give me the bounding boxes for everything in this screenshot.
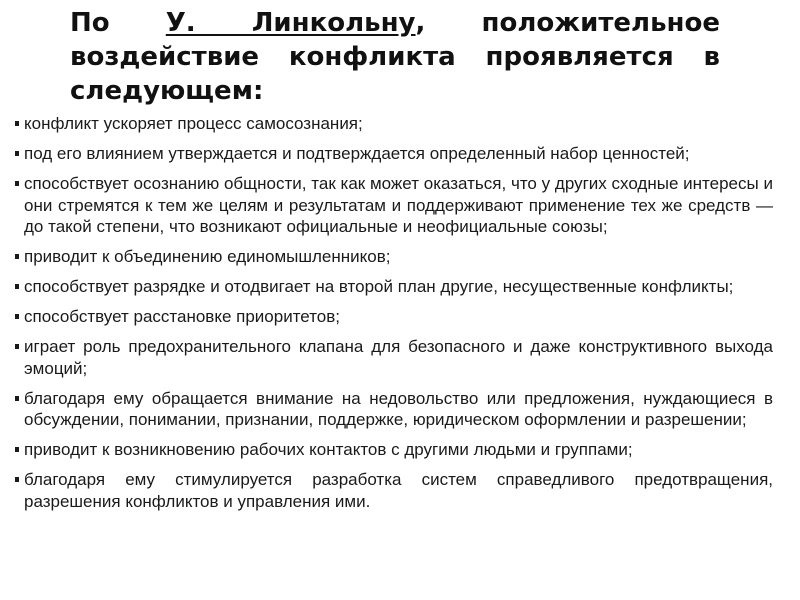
title-author-link: У. Линкольну — [165, 8, 416, 38]
list-item — [15, 143, 773, 165]
bullet-marker-icon — [15, 121, 19, 126]
list-item-text: под его влиянием утверждается и подтверждается определенный набор ценностей; — [24, 144, 690, 163]
list-item-text: способствует разрядке и отодвигает на второй план другие, несущественные конфликты; — [24, 277, 734, 296]
list-item — [15, 388, 773, 431]
list-item — [15, 336, 773, 379]
bullet-marker-icon — [15, 181, 19, 186]
list-item-text: способствует расстановке приоритетов; — [24, 307, 340, 326]
list-item-text: играет роль предохранительного клапана для безопасного и даже конструктивного выхода эмоций; — [24, 337, 773, 378]
list-item-text: способствует осознанию общности, так как может оказаться, что у других сходные интересы и они стремятся к тем же целям и результатам и поддерживают применение тех же средств — до такой степени, что возникают официальные и неофициальные союзы; — [24, 174, 773, 236]
list-item — [15, 246, 773, 268]
list-item-text: приводит к возникновению рабочих контактов с другими людьми и группами; — [24, 440, 633, 459]
bullet-marker-icon — [15, 477, 19, 482]
title-rest: , положительное воздействие конфликта проявляется в следующем: — [70, 8, 720, 106]
bullet-marker-icon — [15, 151, 19, 156]
list-item-text: благодаря ему обращается внимание на недовольство или предложения, нуждающиеся в обсуждении, понимании, признании, поддержке, юридическом оформлении и разрешении; — [24, 388, 773, 429]
bullet-marker-icon — [15, 396, 19, 401]
bullet-marker-icon — [15, 344, 19, 349]
list-item-text: приводит к объединению единомышленников; — [24, 247, 391, 266]
list-item-text: благодаря ему стимулируется разработка систем справедливого предотвращения, разрешения конфликтов и управления ими. — [24, 470, 773, 511]
bullet-marker-icon — [15, 314, 19, 319]
list-item — [15, 113, 773, 135]
bullet-marker-icon — [15, 254, 19, 259]
list-item — [15, 439, 773, 461]
list-item-text: конфликт ускоряет процесс самосознания; — [24, 114, 363, 133]
slide-title — [70, 6, 720, 108]
list-item — [15, 469, 773, 512]
list-item — [15, 276, 773, 298]
list-item — [15, 306, 773, 328]
bullet-marker-icon — [15, 284, 19, 289]
bullet-list — [15, 113, 773, 521]
bullet-marker-icon — [15, 447, 19, 452]
title-prefix: По — [70, 8, 166, 38]
list-item — [15, 173, 773, 238]
